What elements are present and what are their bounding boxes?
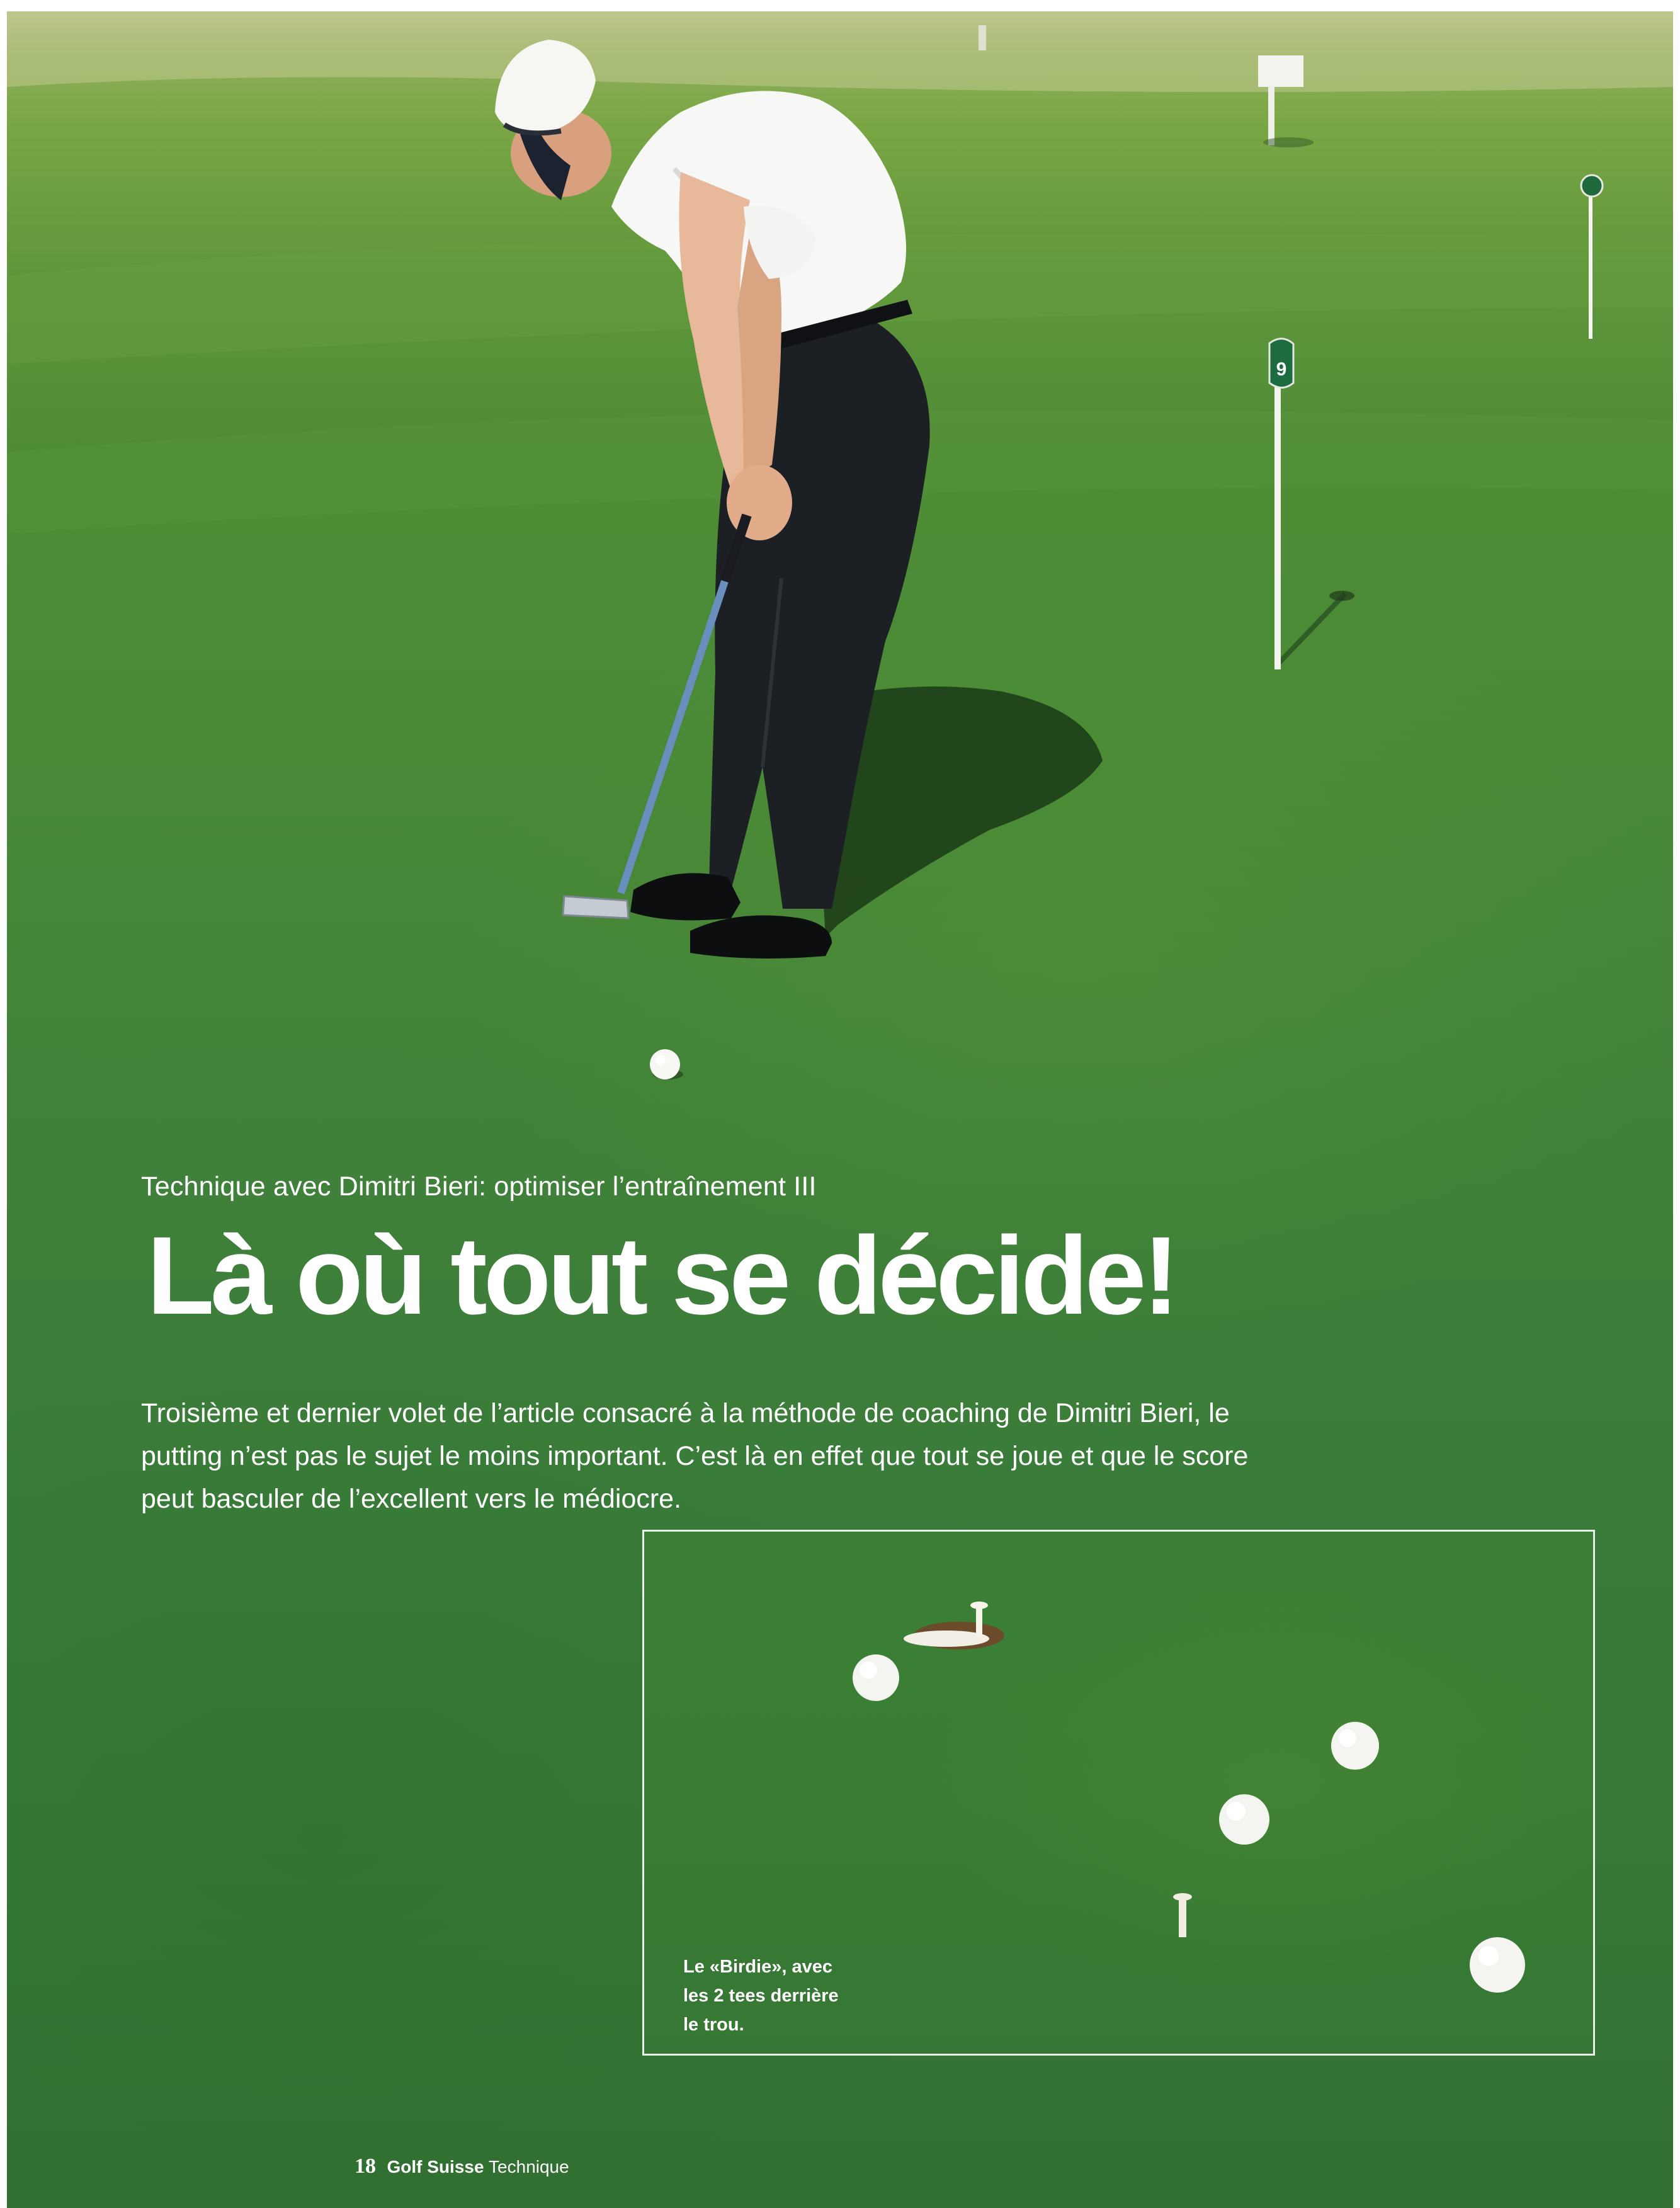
inset-photo: [642, 1530, 1595, 2056]
ball-4: [1470, 1937, 1525, 1993]
ball-1: [853, 1654, 899, 1701]
golf-ball: [650, 1049, 683, 1079]
magazine-name: Golf Suisse: [387, 2157, 484, 2177]
article-headline: Là où tout se décide!: [147, 1214, 1176, 1338]
article-kicker: Technique avec Dimitri Bieri: optimiser l’entraînement III: [141, 1171, 817, 1202]
caption-line-2: les 2 tees derrière: [683, 1986, 839, 2006]
tee: [1173, 1893, 1192, 1937]
cup-hole: [904, 1602, 1004, 1649]
page-footer: [355, 2154, 569, 2178]
caption-line-3: le trou.: [683, 2015, 744, 2035]
caption-line-1: Le «Birdie», avec: [683, 1957, 832, 1977]
article-intro: Troisième et dernier volet de l’article consacré à la méthode de coaching de Dimitri Bieri, le putting n’est pas le sujet le moins important. C’est là en effet que tout se joue et que le score peut basculer de l’excellent vers le médiocre.: [141, 1398, 1249, 1514]
ball-3: [1219, 1794, 1269, 1845]
ball-2: [1331, 1722, 1379, 1770]
section-name: Technique: [489, 2157, 569, 2177]
flag-9: [1269, 339, 1354, 669]
magazine-page: [7, 11, 1673, 2208]
inset-caption: [683, 1952, 885, 2039]
page-number: 18: [355, 2154, 376, 2178]
flag-number: 9: [1276, 359, 1287, 380]
